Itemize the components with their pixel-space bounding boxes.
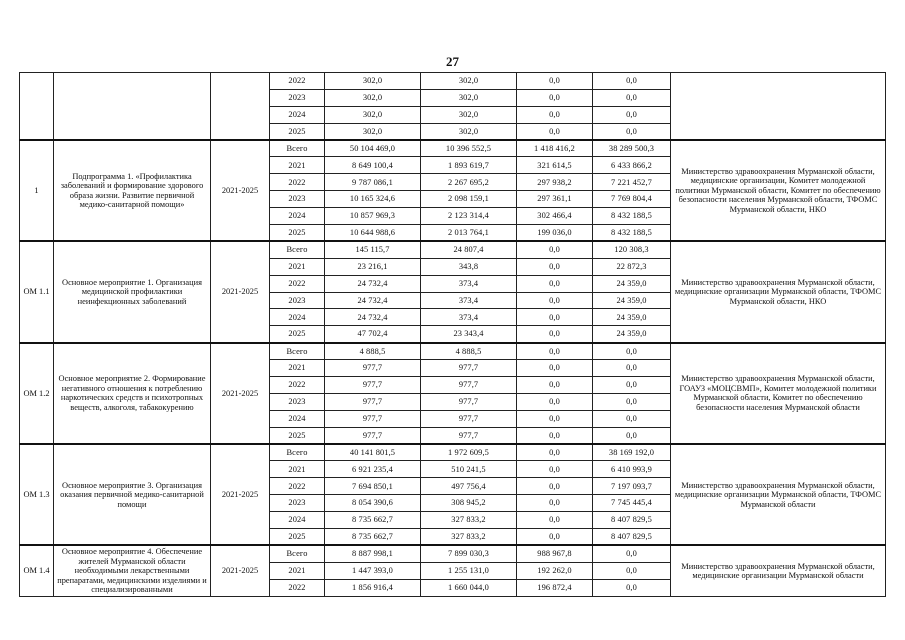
regional-budget-cell: 1 972 609,5 [421, 444, 517, 461]
extrabudget-cell: 8 407 829,5 [593, 512, 671, 529]
year-cell: 2025 [270, 529, 325, 546]
table-row [20, 241, 886, 258]
executors-cell [671, 73, 886, 141]
regional-budget-cell: 977,7 [421, 360, 517, 377]
year-cell: 2021 [270, 157, 325, 174]
federal-budget-cell: 0,0 [517, 106, 593, 123]
year-cell: 2024 [270, 106, 325, 123]
total-cell: 24 732,4 [325, 275, 421, 292]
regional-budget-cell: 977,7 [421, 393, 517, 410]
regional-budget-cell: 2 267 695,2 [421, 174, 517, 191]
executors-cell: Министерство здравоохранения Мурманской области, медицинские организации, Комитет молодежной политики Мурманской области, Комитет по обеспечению безопасности населения Мурманской области, ТФОМС Мурманской области, НКО [671, 140, 886, 241]
item-name-cell: Основное мероприятие 2. Формирование негативного отношения к потреблению наркотических средств и психотропных веществ, алкоголя, табакокурению [54, 343, 211, 444]
year-cell: 2023 [270, 393, 325, 410]
extrabudget-cell: 7 745 445,4 [593, 495, 671, 512]
total-cell: 8 887 998,1 [325, 545, 421, 562]
year-cell: 2024 [270, 208, 325, 225]
period-cell: 2021-2025 [211, 343, 270, 444]
federal-budget-cell: 988 967,8 [517, 545, 593, 562]
year-cell: 2021 [270, 258, 325, 275]
federal-budget-cell: 0,0 [517, 478, 593, 495]
federal-budget-cell: 0,0 [517, 326, 593, 343]
regional-budget-cell: 343,8 [421, 258, 517, 275]
year-cell: 2024 [270, 309, 325, 326]
year-cell: 2024 [270, 512, 325, 529]
item-number-cell: ОМ 1.4 [20, 545, 54, 596]
extrabudget-cell: 0,0 [593, 343, 671, 360]
item-name-cell: Основное мероприятие 4. Обеспечение жителей Мурманской области необходимыми лекарственными препаратами, медицинскими изделиями и специализированными [54, 545, 211, 596]
extrabudget-cell: 8 432 188,5 [593, 225, 671, 242]
total-cell: 7 694 850,1 [325, 478, 421, 495]
total-cell: 977,7 [325, 393, 421, 410]
num-cell [20, 73, 54, 141]
regional-budget-cell: 2 098 159,1 [421, 191, 517, 208]
year-cell: 2021 [270, 562, 325, 579]
total-cell: 40 141 801,5 [325, 444, 421, 461]
year-cell: 2023 [270, 292, 325, 309]
total-cell: 8 735 662,7 [325, 529, 421, 546]
extrabudget-cell: 0,0 [593, 545, 671, 562]
extrabudget-cell: 7 221 452,7 [593, 174, 671, 191]
year-cell: Всего [270, 444, 325, 461]
extrabudget-cell: 7 769 804,4 [593, 191, 671, 208]
federal-budget-cell: 0,0 [517, 360, 593, 377]
extrabudget-cell: 8 432 188,5 [593, 208, 671, 225]
extrabudget-cell: 24 359,0 [593, 309, 671, 326]
extrabudget-cell: 0,0 [593, 106, 671, 123]
year-cell: Всего [270, 343, 325, 360]
federal-budget-cell: 0,0 [517, 377, 593, 394]
total-cell: 4 888,5 [325, 343, 421, 360]
federal-budget-cell: 0,0 [517, 241, 593, 258]
item-number-cell: 1 [20, 140, 54, 241]
federal-budget-cell: 0,0 [517, 292, 593, 309]
total-cell: 23 216,1 [325, 258, 421, 275]
extrabudget-cell: 24 359,0 [593, 326, 671, 343]
federal-budget-cell: 321 614,5 [517, 157, 593, 174]
regional-budget-cell: 510 241,5 [421, 461, 517, 478]
regional-budget-cell: 23 343,4 [421, 326, 517, 343]
year-cell: Всего [270, 140, 325, 157]
regional-budget-cell: 373,4 [421, 309, 517, 326]
item-number-cell: ОМ 1.2 [20, 343, 54, 444]
regional-budget-cell: 497 756,4 [421, 478, 517, 495]
extrabudget-cell: 0,0 [593, 377, 671, 394]
extrabudget-cell: 38 289 500,3 [593, 140, 671, 157]
federal-budget-cell: 302 466,4 [517, 208, 593, 225]
federal-budget-cell: 0,0 [517, 461, 593, 478]
regional-budget-cell: 977,7 [421, 427, 517, 444]
total-cell: 1 447 393,0 [325, 562, 421, 579]
federal-budget-cell: 0,0 [517, 410, 593, 427]
extrabudget-cell: 24 359,0 [593, 292, 671, 309]
year-cell: 2022 [270, 73, 325, 90]
item-number-cell: ОМ 1.3 [20, 444, 54, 545]
total-cell: 6 921 235,4 [325, 461, 421, 478]
year-cell: 2024 [270, 410, 325, 427]
regional-budget-cell: 308 945,2 [421, 495, 517, 512]
federal-budget-cell: 199 036,0 [517, 225, 593, 242]
total-cell: 8 735 662,7 [325, 512, 421, 529]
period-cell [211, 73, 270, 141]
total-cell: 9 787 086,1 [325, 174, 421, 191]
regional-budget-cell: 302,0 [421, 123, 517, 140]
federal-budget-cell: 0,0 [517, 123, 593, 140]
table-row [20, 73, 886, 90]
executors-cell: Министерство здравоохранения Мурманской области, медицинские организации Мурманской области, ТФОМС Мурманской области, НКО [671, 241, 886, 342]
total-cell: 977,7 [325, 427, 421, 444]
federal-budget-cell: 0,0 [517, 427, 593, 444]
federal-budget-cell: 297 938,2 [517, 174, 593, 191]
extrabudget-cell: 22 872,3 [593, 258, 671, 275]
federal-budget-cell: 0,0 [517, 444, 593, 461]
extrabudget-cell: 0,0 [593, 123, 671, 140]
extrabudget-cell: 6 410 993,9 [593, 461, 671, 478]
page-number: 27 [446, 54, 459, 69]
year-cell: 2023 [270, 89, 325, 106]
extrabudget-cell: 0,0 [593, 89, 671, 106]
year-cell: 2023 [270, 191, 325, 208]
total-cell: 302,0 [325, 123, 421, 140]
federal-budget-cell: 0,0 [517, 309, 593, 326]
regional-budget-cell: 373,4 [421, 275, 517, 292]
regional-budget-cell: 302,0 [421, 73, 517, 90]
regional-budget-cell: 24 807,4 [421, 241, 517, 258]
extrabudget-cell: 8 407 829,5 [593, 529, 671, 546]
executors-cell: Министерство здравоохранения Мурманской области, медицинские организации Мурманской области, ТФОМС Мурманской области [671, 444, 886, 545]
regional-budget-cell: 2 123 314,4 [421, 208, 517, 225]
federal-budget-cell: 196 872,4 [517, 579, 593, 596]
item-name-cell: Подпрограмма 1. «Профилактика заболеваний и формирование здорового образа жизни. Развитие первичной медико-санитарной помощи» [54, 140, 211, 241]
extrabudget-cell: 0,0 [593, 393, 671, 410]
regional-budget-cell: 1 660 044,0 [421, 579, 517, 596]
table-row [20, 140, 886, 157]
extrabudget-cell: 38 169 192,0 [593, 444, 671, 461]
extrabudget-cell: 0,0 [593, 579, 671, 596]
period-cell: 2021-2025 [211, 545, 270, 596]
regional-budget-cell: 1 893 619,7 [421, 157, 517, 174]
table-row [20, 545, 886, 562]
total-cell: 10 165 324,6 [325, 191, 421, 208]
period-cell: 2021-2025 [211, 444, 270, 545]
total-cell: 302,0 [325, 106, 421, 123]
regional-budget-cell: 4 888,5 [421, 343, 517, 360]
name-cell [54, 73, 211, 141]
federal-budget-cell: 0,0 [517, 343, 593, 360]
item-name-cell: Основное мероприятие 3. Организация оказания первичной медико-санитарной помощи [54, 444, 211, 545]
total-cell: 10 857 969,3 [325, 208, 421, 225]
year-cell: 2022 [270, 174, 325, 191]
federal-budget-cell: 0,0 [517, 495, 593, 512]
federal-budget-cell: 192 262,0 [517, 562, 593, 579]
federal-budget-cell: 297 361,1 [517, 191, 593, 208]
federal-budget-cell: 0,0 [517, 258, 593, 275]
total-cell: 10 644 988,6 [325, 225, 421, 242]
executors-cell: Министерство здравоохранения Мурманской области, ГОАУЗ «МОЦСВМП», Комитет молодежной политики Мурманской области, Комитет по обеспечению безопасности населения Мурманской области [671, 343, 886, 444]
extrabudget-cell: 120 308,3 [593, 241, 671, 258]
year-cell: 2021 [270, 461, 325, 478]
total-cell: 1 856 916,4 [325, 579, 421, 596]
year-cell: 2025 [270, 427, 325, 444]
year-cell: 2025 [270, 225, 325, 242]
total-cell: 24 732,4 [325, 292, 421, 309]
extrabudget-cell: 0,0 [593, 73, 671, 90]
total-cell: 302,0 [325, 89, 421, 106]
federal-budget-cell: 1 418 416,2 [517, 140, 593, 157]
extrabudget-cell: 24 359,0 [593, 275, 671, 292]
extrabudget-cell: 0,0 [593, 427, 671, 444]
regional-budget-cell: 10 396 552,5 [421, 140, 517, 157]
table-row [20, 343, 886, 360]
regional-budget-cell: 302,0 [421, 106, 517, 123]
period-cell: 2021-2025 [211, 241, 270, 342]
federal-budget-cell: 0,0 [517, 89, 593, 106]
budget-table [19, 72, 886, 597]
federal-budget-cell: 0,0 [517, 275, 593, 292]
extrabudget-cell: 0,0 [593, 410, 671, 427]
executors-cell: Министерство здравоохранения Мурманской области, медицинские организации Мурманской области [671, 545, 886, 596]
total-cell: 977,7 [325, 410, 421, 427]
year-cell: 2022 [270, 478, 325, 495]
federal-budget-cell: 0,0 [517, 512, 593, 529]
table-row [20, 444, 886, 461]
extrabudget-cell: 0,0 [593, 360, 671, 377]
federal-budget-cell: 0,0 [517, 529, 593, 546]
total-cell: 977,7 [325, 360, 421, 377]
year-cell: 2022 [270, 579, 325, 596]
total-cell: 24 732,4 [325, 309, 421, 326]
regional-budget-cell: 302,0 [421, 89, 517, 106]
year-cell: Всего [270, 545, 325, 562]
period-cell: 2021-2025 [211, 140, 270, 241]
federal-budget-cell: 0,0 [517, 73, 593, 90]
regional-budget-cell: 977,7 [421, 377, 517, 394]
federal-budget-cell: 0,0 [517, 393, 593, 410]
year-cell: 2022 [270, 377, 325, 394]
regional-budget-cell: 327 833,2 [421, 529, 517, 546]
extrabudget-cell: 7 197 093,7 [593, 478, 671, 495]
regional-budget-cell: 327 833,2 [421, 512, 517, 529]
total-cell: 50 104 469,0 [325, 140, 421, 157]
regional-budget-cell: 2 013 764,1 [421, 225, 517, 242]
total-cell: 977,7 [325, 377, 421, 394]
year-cell: 2025 [270, 123, 325, 140]
total-cell: 302,0 [325, 73, 421, 90]
total-cell: 8 054 390,6 [325, 495, 421, 512]
total-cell: 8 649 100,4 [325, 157, 421, 174]
item-name-cell: Основное мероприятие 1. Организация медицинской профилактики неинфекционных заболеваний [54, 241, 211, 342]
regional-budget-cell: 977,7 [421, 410, 517, 427]
extrabudget-cell: 0,0 [593, 562, 671, 579]
extrabudget-cell: 6 433 866,2 [593, 157, 671, 174]
year-cell: 2021 [270, 360, 325, 377]
item-number-cell: ОМ 1.1 [20, 241, 54, 342]
year-cell: 2022 [270, 275, 325, 292]
year-cell: 2025 [270, 326, 325, 343]
year-cell: 2023 [270, 495, 325, 512]
total-cell: 47 702,4 [325, 326, 421, 343]
regional-budget-cell: 1 255 131,0 [421, 562, 517, 579]
year-cell: Всего [270, 241, 325, 258]
regional-budget-cell: 373,4 [421, 292, 517, 309]
regional-budget-cell: 7 899 030,3 [421, 545, 517, 562]
total-cell: 145 115,7 [325, 241, 421, 258]
